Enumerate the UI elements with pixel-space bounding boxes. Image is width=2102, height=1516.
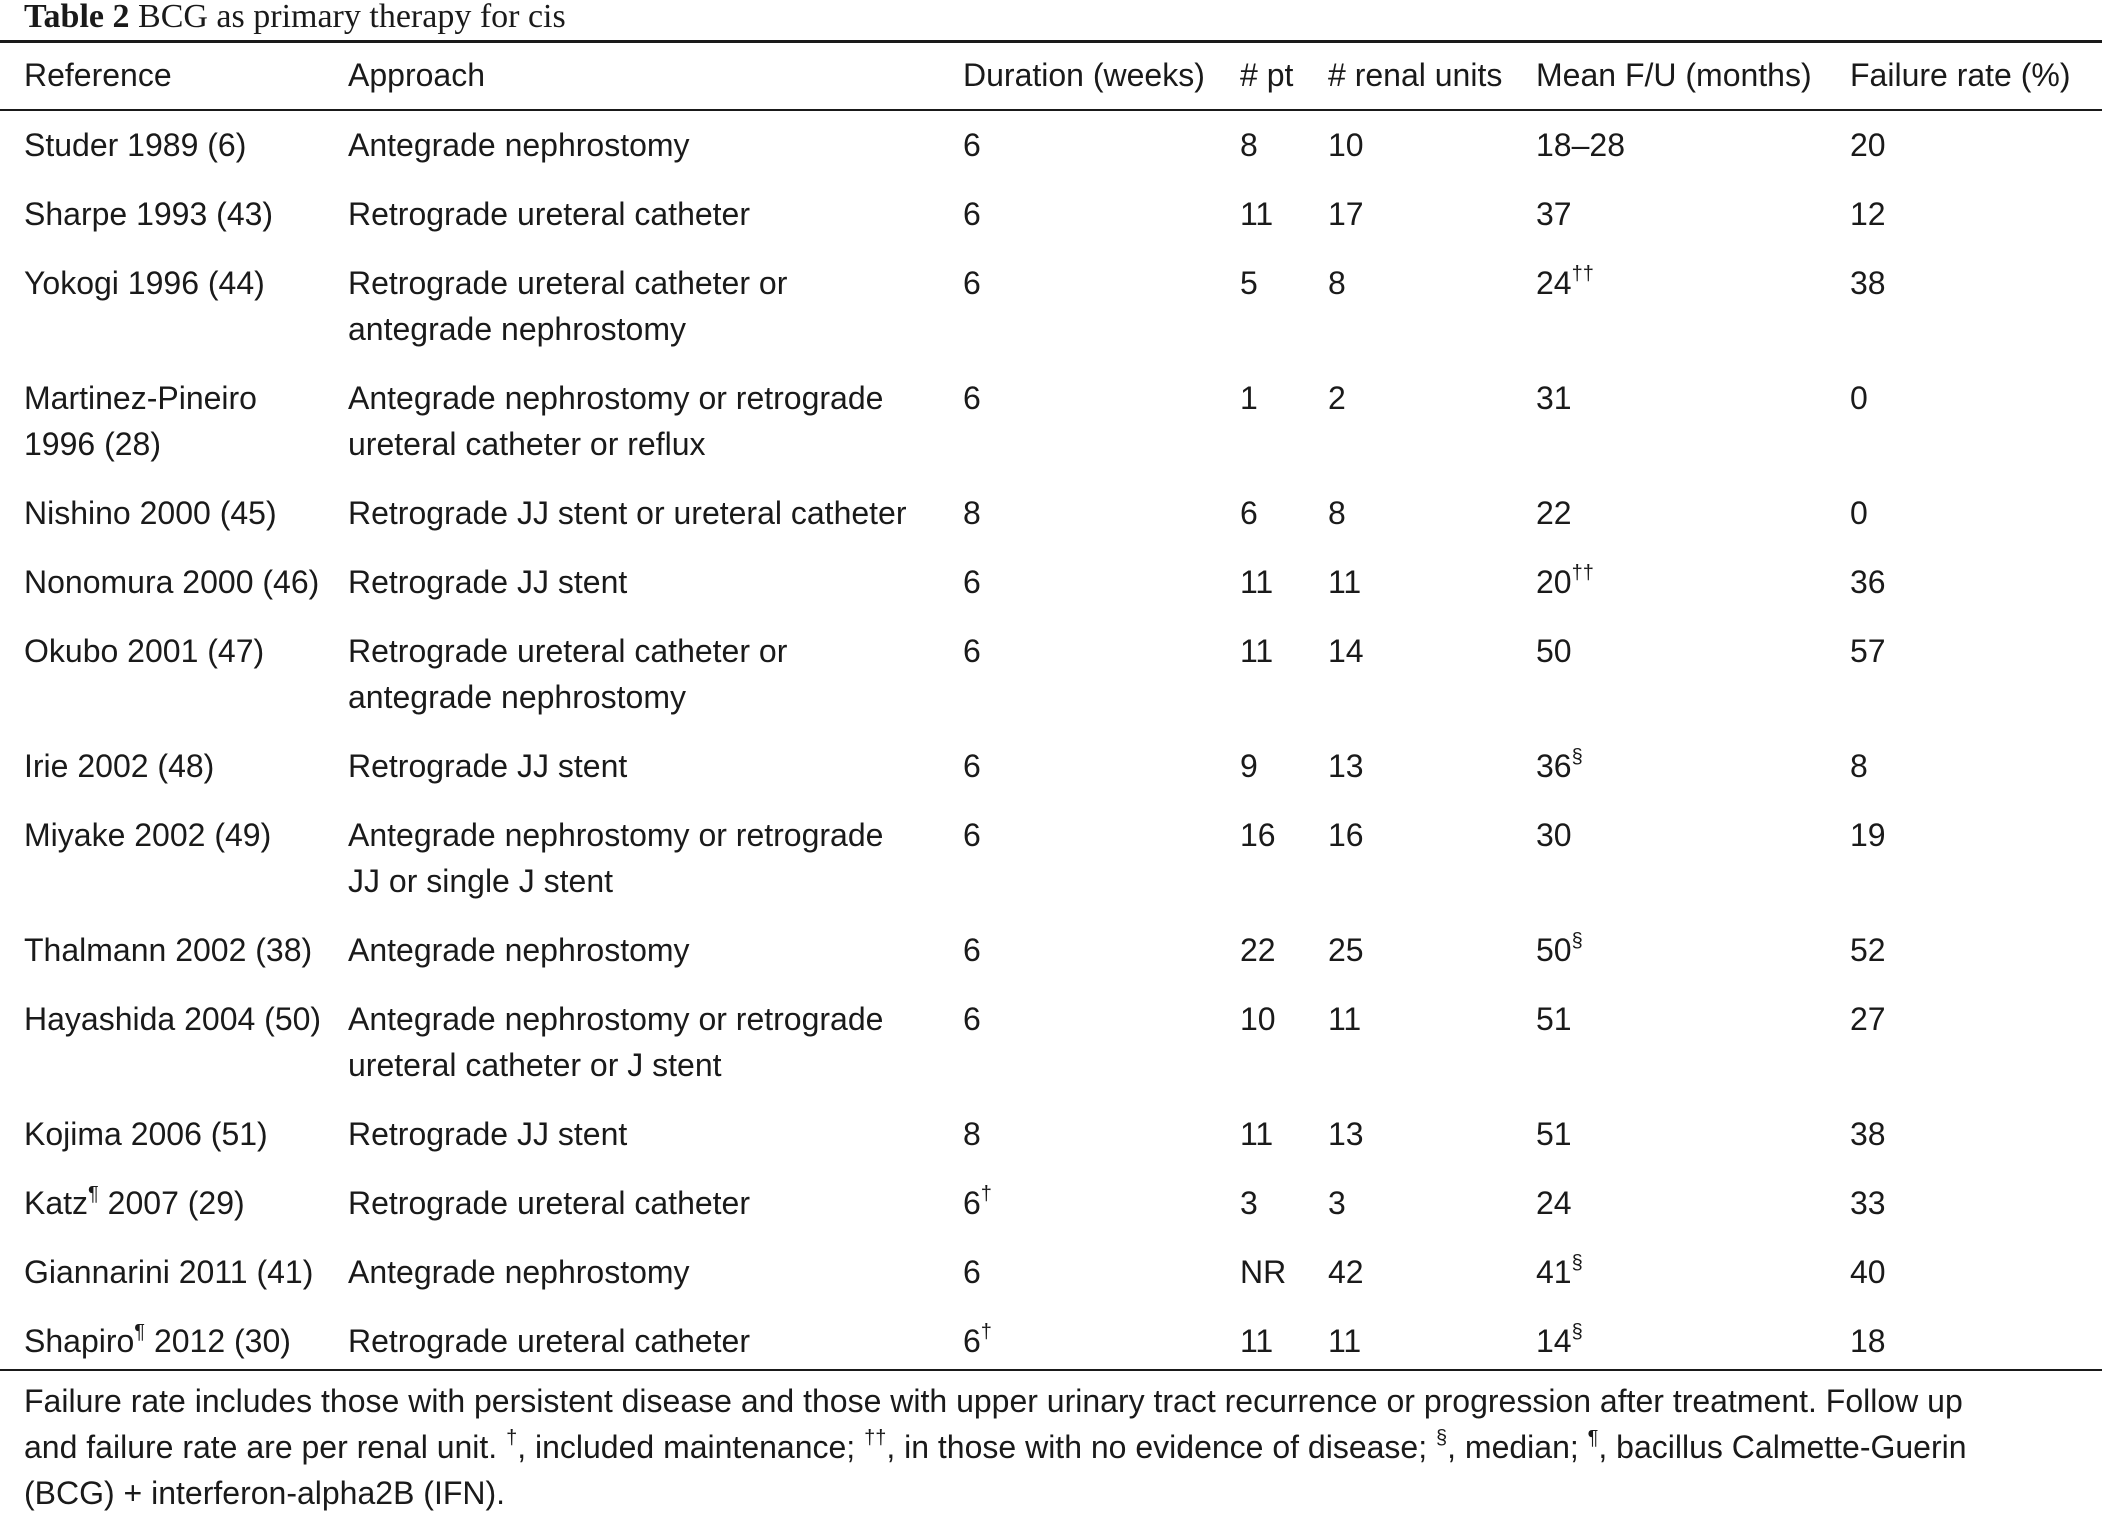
cell-reference-text: Katz — [24, 1185, 89, 1221]
cell-duration — [963, 191, 981, 237]
cell-failure-rate — [1850, 812, 1886, 858]
cell-failure-rate — [1850, 628, 1886, 674]
cell-failure-rate — [1850, 375, 1868, 421]
cell-mean-followup-text: 14 — [1536, 1323, 1572, 1359]
footnote-marker: ¶ — [134, 1321, 146, 1344]
cell-failure-rate-text: 40 — [1850, 1254, 1886, 1290]
cell-patients-text: 11 — [1240, 1323, 1274, 1359]
header-rule — [0, 109, 2102, 111]
cell-renal-units-text: 13 — [1328, 1116, 1364, 1152]
cell-patients — [1240, 260, 1258, 306]
footnote-marker: † — [980, 1321, 992, 1344]
cell-approach — [348, 375, 883, 467]
cell-reference-line: Martinez-Pineiro — [24, 380, 257, 416]
cell-duration — [963, 122, 981, 168]
cell-failure-rate — [1850, 743, 1868, 789]
cell-mean-followup — [1536, 927, 1583, 973]
cell-duration-text: 6 — [963, 564, 981, 600]
cell-renal-units — [1328, 743, 1364, 789]
cell-approach-line: Retrograde ureteral catheter or — [348, 633, 788, 669]
cell-renal-units — [1328, 628, 1364, 674]
cell-patients-text: 11 — [1240, 1116, 1274, 1152]
cell-duration — [963, 1111, 981, 1157]
cell-patients — [1240, 1318, 1273, 1364]
cell-duration-text: 6 — [963, 1254, 981, 1290]
cell-patients-text: NR — [1240, 1254, 1287, 1290]
cell-failure-rate-text: 0 — [1850, 380, 1868, 416]
footnote-text: and failure rate are per renal unit. — [24, 1429, 507, 1465]
cell-approach — [348, 743, 627, 789]
cell-renal-units-text: 14 — [1328, 633, 1364, 669]
cell-renal-units-text: 25 — [1328, 932, 1364, 968]
cell-approach-line: Antegrade nephrostomy — [348, 932, 690, 968]
cell-failure-rate — [1850, 490, 1868, 536]
cell-reference-text: Giannarini 2011 (41) — [24, 1254, 314, 1290]
cell-renal-units-text: 11 — [1328, 1001, 1362, 1037]
cell-failure-rate — [1850, 996, 1886, 1042]
cell-patients — [1240, 1249, 1286, 1295]
cell-reference — [24, 260, 265, 306]
cell-approach — [348, 260, 787, 352]
cell-renal-units-text: 13 — [1328, 748, 1364, 784]
footnote-double-dagger: †† — [864, 1427, 887, 1450]
header-patients: # pt — [1240, 57, 1294, 93]
header-failure-rate: Failure rate (%) — [1850, 57, 2071, 93]
cell-patients — [1240, 375, 1258, 421]
cell-mean-followup-text: 37 — [1536, 196, 1572, 232]
cell-renal-units-text: 8 — [1328, 265, 1346, 301]
cell-mean-followup — [1536, 996, 1572, 1042]
cell-approach — [348, 1318, 750, 1364]
footnote-marker: § — [1571, 1321, 1583, 1344]
footnote-marker: § — [1571, 930, 1583, 953]
cell-duration-text: 6 — [963, 380, 981, 416]
table-footnote — [24, 1378, 2084, 1516]
cell-renal-units — [1328, 490, 1346, 536]
cell-renal-units-text: 10 — [1328, 127, 1364, 163]
cell-reference-text: 2007 (29) — [98, 1185, 245, 1221]
cell-renal-units — [1328, 1111, 1364, 1157]
cell-mean-followup-text: 50 — [1536, 932, 1572, 968]
cell-failure-rate-text: 36 — [1850, 564, 1886, 600]
cell-approach-line: ureteral catheter or reflux — [348, 426, 706, 462]
footnote-text: , median; — [1447, 1429, 1588, 1465]
cell-patients — [1240, 628, 1273, 674]
footnote-text: , bacillus Calmette-Guerin — [1598, 1429, 1967, 1465]
cell-mean-followup-text: 31 — [1536, 380, 1572, 416]
cell-approach-line: JJ or single J stent — [348, 863, 613, 899]
footnote-pilcrow: ¶ — [1587, 1427, 1599, 1450]
cell-duration-text: 6 — [963, 1185, 981, 1221]
cell-duration-text: 6 — [963, 633, 981, 669]
cell-patients-text: 22 — [1240, 932, 1276, 968]
cell-reference — [24, 490, 277, 536]
cell-reference — [24, 628, 264, 674]
cell-patients-text: 10 — [1240, 1001, 1276, 1037]
cell-approach — [348, 122, 690, 168]
cell-reference — [24, 1249, 313, 1295]
cell-reference-text: Miyake 2002 (49) — [24, 817, 272, 853]
cell-mean-followup — [1536, 628, 1572, 674]
cell-failure-rate — [1850, 927, 1886, 973]
cell-renal-units-text: 42 — [1328, 1254, 1364, 1290]
bottom-rule — [0, 1369, 2102, 1371]
cell-renal-units — [1328, 1318, 1361, 1364]
cell-renal-units — [1328, 996, 1361, 1042]
cell-renal-units — [1328, 260, 1346, 306]
cell-mean-followup-text: 30 — [1536, 817, 1572, 853]
cell-failure-rate — [1850, 260, 1886, 306]
cell-duration-text: 6 — [963, 196, 981, 232]
cell-duration — [963, 559, 981, 605]
header-approach: Approach — [348, 57, 485, 93]
cell-renal-units-text: 11 — [1328, 1323, 1362, 1359]
cell-approach-line: Retrograde JJ stent — [348, 1116, 628, 1152]
cell-reference-text: Hayashida 2004 (50) — [24, 1001, 322, 1037]
cell-approach-line: Retrograde ureteral catheter or — [348, 265, 788, 301]
cell-patients-text: 16 — [1240, 817, 1276, 853]
cell-patients — [1240, 122, 1258, 168]
cell-reference-text: Nishino 2000 (45) — [24, 495, 277, 531]
cell-mean-followup — [1536, 490, 1572, 536]
cell-reference-text: 2012 (30) — [145, 1323, 291, 1359]
cell-approach-line: Retrograde ureteral catheter — [348, 1185, 750, 1221]
cell-renal-units-text: 17 — [1328, 196, 1364, 232]
table-label: Table 2 — [24, 0, 130, 35]
cell-patients — [1240, 559, 1273, 605]
cell-renal-units — [1328, 122, 1364, 168]
cell-patients — [1240, 743, 1258, 789]
cell-duration — [963, 743, 981, 789]
cell-failure-rate — [1850, 559, 1886, 605]
cell-reference — [24, 191, 273, 237]
table-title: BCG as primary therapy for cis — [138, 0, 566, 35]
cell-approach — [348, 628, 787, 720]
cell-reference-text: Yokogi 1996 (44) — [24, 265, 265, 301]
cell-mean-followup-text: 24 — [1536, 1185, 1572, 1221]
cell-failure-rate-text: 20 — [1850, 127, 1886, 163]
cell-approach — [348, 812, 883, 904]
cell-mean-followup — [1536, 1180, 1572, 1226]
cell-patients-text: 9 — [1240, 748, 1258, 784]
cell-duration — [963, 628, 981, 674]
cell-reference — [24, 927, 312, 973]
cell-duration-text: 6 — [963, 817, 981, 853]
cell-approach — [348, 1249, 690, 1295]
cell-duration-text: 6 — [963, 748, 981, 784]
cell-reference-text: Studer 1989 (6) — [24, 127, 247, 163]
cell-patients — [1240, 927, 1276, 973]
cell-mean-followup-text: 20 — [1536, 564, 1572, 600]
cell-reference-text: Sharpe 1993 (43) — [24, 196, 274, 232]
footnote-dagger: † — [506, 1427, 518, 1450]
cell-duration-text: 6 — [963, 1001, 981, 1037]
cell-mean-followup — [1536, 1318, 1583, 1364]
cell-patients-text: 1 — [1240, 380, 1258, 416]
cell-renal-units-text: 2 — [1328, 380, 1346, 416]
header-renal-units: # renal units — [1328, 57, 1503, 93]
cell-mean-followup — [1536, 375, 1572, 421]
cell-renal-units — [1328, 927, 1364, 973]
cell-reference — [24, 1180, 245, 1226]
footnote-line-1: Failure rate includes those with persistent disease and those with upper urinary tract recurrence or progression after treatment. Follow up — [24, 1383, 1963, 1419]
cell-patients-text: 6 — [1240, 495, 1258, 531]
cell-mean-followup — [1536, 191, 1572, 237]
cell-duration-text: 6 — [963, 127, 981, 163]
footnote-line-3: (BCG) + interferon-alpha2B (IFN). — [24, 1475, 506, 1511]
cell-renal-units-text: 16 — [1328, 817, 1364, 853]
cell-patients — [1240, 812, 1276, 858]
cell-mean-followup-text: 18–28 — [1536, 127, 1625, 163]
cell-duration-text: 8 — [963, 1116, 981, 1152]
cell-approach-line: Retrograde JJ stent or ureteral catheter — [348, 495, 907, 531]
cell-failure-rate-text: 8 — [1850, 748, 1868, 784]
cell-approach-line: Antegrade nephrostomy — [348, 127, 690, 163]
cell-mean-followup-text: 22 — [1536, 495, 1572, 531]
cell-mean-followup-text: 50 — [1536, 633, 1572, 669]
cell-patients — [1240, 1180, 1258, 1226]
cell-patients — [1240, 490, 1258, 536]
footnote-section: § — [1436, 1427, 1448, 1450]
cell-renal-units — [1328, 1180, 1346, 1226]
cell-mean-followup-text: 51 — [1536, 1116, 1572, 1152]
cell-failure-rate — [1850, 1318, 1886, 1364]
footnote-marker: § — [1571, 746, 1583, 769]
footnote-marker: †† — [1571, 263, 1594, 286]
cell-failure-rate — [1850, 1111, 1886, 1157]
cell-approach — [348, 996, 883, 1088]
cell-failure-rate-text: 27 — [1850, 1001, 1886, 1037]
cell-reference-text: Shapiro — [24, 1323, 135, 1359]
header-duration: Duration (weeks) — [963, 57, 1205, 93]
cell-mean-followup-text: 36 — [1536, 748, 1572, 784]
cell-duration — [963, 812, 981, 858]
table-caption — [24, 0, 566, 34]
cell-duration — [963, 1249, 981, 1295]
cell-duration-text: 6 — [963, 1323, 981, 1359]
cell-failure-rate-text: 52 — [1850, 932, 1886, 968]
cell-approach — [348, 1180, 750, 1226]
cell-reference-text: Okubo 2001 (47) — [24, 633, 265, 669]
cell-reference — [24, 996, 321, 1042]
cell-reference-text: Nonomura 2000 (46) — [24, 564, 320, 600]
cell-patients-text: 3 — [1240, 1185, 1258, 1221]
cell-approach — [348, 1111, 627, 1157]
cell-patients-text: 11 — [1240, 564, 1274, 600]
footnote-marker: § — [1571, 1252, 1583, 1275]
cell-approach-line: Retrograde JJ stent — [348, 748, 628, 784]
cell-duration-text: 6 — [963, 932, 981, 968]
cell-patients-text: 5 — [1240, 265, 1258, 301]
cell-renal-units-text: 3 — [1328, 1185, 1346, 1221]
cell-reference — [24, 122, 246, 168]
cell-renal-units — [1328, 1249, 1364, 1295]
cell-mean-followup — [1536, 1249, 1583, 1295]
cell-reference — [24, 559, 319, 605]
cell-patients — [1240, 996, 1276, 1042]
footnote-marker: †† — [1571, 562, 1594, 585]
cell-duration — [963, 375, 981, 421]
footnote-text: , included maintenance; — [517, 1429, 865, 1465]
cell-mean-followup-text: 51 — [1536, 1001, 1572, 1037]
cell-mean-followup — [1536, 122, 1625, 168]
cell-duration — [963, 927, 981, 973]
cell-approach-line: ureteral catheter or J stent — [348, 1047, 722, 1083]
cell-failure-rate-text: 0 — [1850, 495, 1868, 531]
cell-duration-text: 8 — [963, 495, 981, 531]
footnote-marker: † — [980, 1183, 992, 1206]
cell-reference — [24, 1318, 291, 1364]
cell-approach — [348, 490, 907, 536]
cell-renal-units — [1328, 559, 1361, 605]
cell-duration — [963, 996, 981, 1042]
cell-mean-followup — [1536, 260, 1594, 306]
cell-renal-units — [1328, 375, 1346, 421]
cell-failure-rate-text: 33 — [1850, 1185, 1886, 1221]
cell-mean-followup — [1536, 559, 1594, 605]
footnote-marker: ¶ — [88, 1183, 99, 1206]
cell-renal-units — [1328, 812, 1364, 858]
cell-approach-line: antegrade nephrostomy — [348, 311, 686, 347]
cell-duration — [963, 1180, 992, 1226]
cell-failure-rate-text: 12 — [1850, 196, 1886, 232]
cell-mean-followup-text: 24 — [1536, 265, 1572, 301]
cell-failure-rate-text: 19 — [1850, 817, 1886, 853]
cell-failure-rate-text: 18 — [1850, 1323, 1886, 1359]
cell-reference-text: Thalmann 2002 (38) — [24, 932, 313, 968]
cell-mean-followup — [1536, 812, 1572, 858]
header-reference: Reference — [24, 57, 172, 93]
cell-approach-line: Retrograde ureteral catheter — [348, 1323, 750, 1359]
cell-duration-text: 6 — [963, 265, 981, 301]
cell-reference — [24, 812, 271, 858]
cell-approach-line: Antegrade nephrostomy — [348, 1254, 690, 1290]
cell-approach — [348, 927, 690, 973]
cell-reference — [24, 743, 214, 789]
cell-duration — [963, 490, 981, 536]
cell-duration — [963, 260, 981, 306]
cell-approach-line: Antegrade nephrostomy or retrograde — [348, 1001, 884, 1037]
cell-mean-followup — [1536, 743, 1583, 789]
cell-patients-text: 11 — [1240, 633, 1274, 669]
cell-approach — [348, 191, 750, 237]
cell-approach-line: Retrograde ureteral catheter — [348, 196, 750, 232]
cell-renal-units — [1328, 191, 1364, 237]
cell-approach — [348, 559, 627, 605]
cell-failure-rate-text: 38 — [1850, 1116, 1886, 1152]
header-mean-followup: Mean F/U (months) — [1536, 57, 1812, 93]
cell-failure-rate-text: 57 — [1850, 633, 1886, 669]
cell-mean-followup-text: 41 — [1536, 1254, 1572, 1290]
cell-patients-text: 11 — [1240, 196, 1274, 232]
cell-patients — [1240, 191, 1273, 237]
cell-approach-line: Antegrade nephrostomy or retrograde — [348, 380, 884, 416]
cell-patients — [1240, 1111, 1273, 1157]
cell-failure-rate — [1850, 1249, 1886, 1295]
cell-reference — [24, 375, 257, 467]
cell-failure-rate — [1850, 1180, 1886, 1226]
cell-reference-text: Kojima 2006 (51) — [24, 1116, 268, 1152]
cell-failure-rate — [1850, 122, 1886, 168]
cell-mean-followup — [1536, 1111, 1572, 1157]
cell-failure-rate-text: 38 — [1850, 265, 1886, 301]
cell-renal-units-text: 11 — [1328, 564, 1362, 600]
cell-renal-units-text: 8 — [1328, 495, 1346, 531]
cell-duration — [963, 1318, 992, 1364]
cell-reference — [24, 1111, 268, 1157]
top-rule — [0, 40, 2102, 43]
cell-approach-line: Retrograde JJ stent — [348, 564, 628, 600]
footnote-text: , in those with no evidence of disease; — [886, 1429, 1436, 1465]
cell-reference-line: 1996 (28) — [24, 426, 161, 462]
cell-failure-rate — [1850, 191, 1886, 237]
cell-patients-text: 8 — [1240, 127, 1258, 163]
cell-approach-line: Antegrade nephrostomy or retrograde — [348, 817, 884, 853]
cell-approach-line: antegrade nephrostomy — [348, 679, 686, 715]
cell-reference-text: Irie 2002 (48) — [24, 748, 215, 784]
